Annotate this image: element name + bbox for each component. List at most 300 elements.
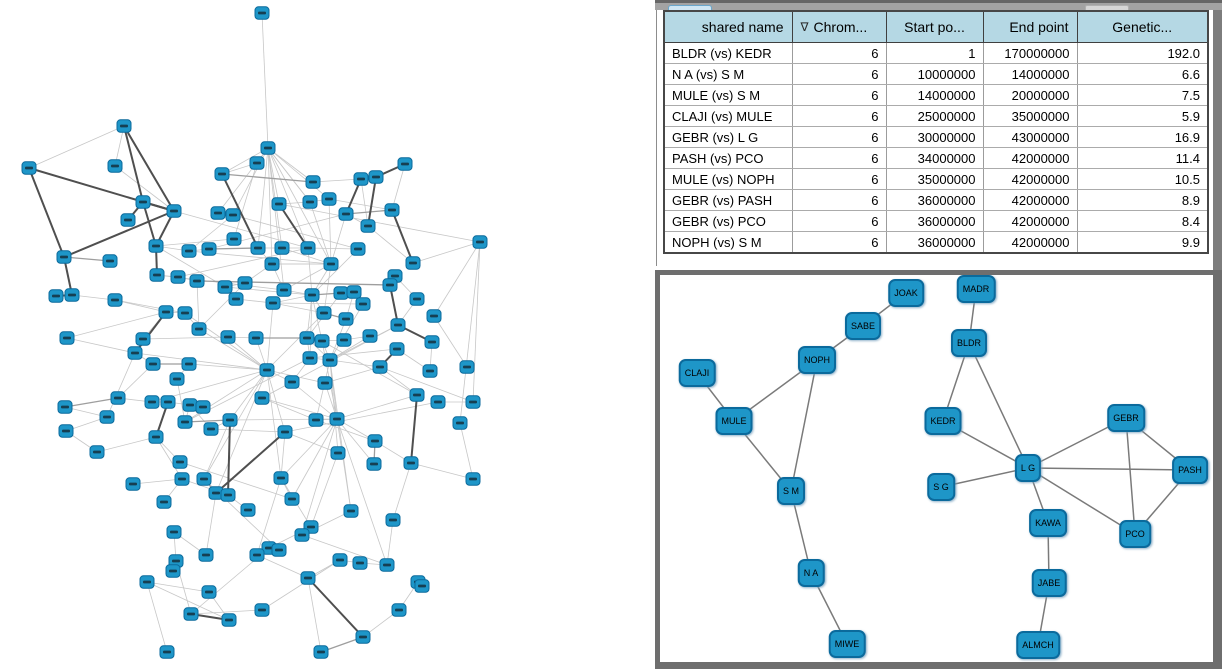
- subnetwork-node-kawa[interactable]: [1029, 509, 1067, 537]
- node-label-smudge: [430, 315, 438, 318]
- node-label-smudge: [120, 125, 128, 128]
- node-label-smudge: [152, 436, 160, 439]
- network-edge[interactable]: [308, 578, 363, 637]
- toolbar-strip: [655, 0, 1222, 10]
- node-label-smudge: [434, 401, 442, 404]
- subnetwork-node-label: S G: [933, 482, 949, 492]
- table-cell[interactable]: 6: [792, 169, 886, 190]
- subnetwork-node-noph[interactable]: [798, 346, 836, 374]
- node-label-smudge: [342, 318, 350, 321]
- panel-divider: [656, 10, 657, 266]
- network-edge[interactable]: [392, 164, 405, 210]
- table-cell[interactable]: 8.9: [1077, 190, 1208, 211]
- subnetwork-node-label: SABE: [850, 321, 876, 331]
- table-cell[interactable]: 42000000: [983, 190, 1077, 211]
- node-label-smudge: [202, 554, 210, 557]
- node-label-smudge: [407, 462, 415, 465]
- node-label-smudge: [129, 483, 137, 486]
- node-label-smudge: [389, 519, 397, 522]
- subnetwork-node-label: JOAK: [894, 288, 918, 298]
- node-label-smudge: [163, 651, 171, 654]
- node-label-smudge: [185, 363, 193, 366]
- table-cell[interactable]: 30000000: [886, 127, 983, 148]
- subnetwork-node-s-g[interactable]: [927, 473, 955, 501]
- node-label-smudge: [326, 359, 334, 362]
- subnetwork-edge[interactable]: [791, 360, 817, 491]
- node-label-smudge: [366, 335, 374, 338]
- network-edge[interactable]: [115, 300, 185, 313]
- table-cell[interactable]: 11.4: [1077, 148, 1208, 169]
- network-edge[interactable]: [310, 202, 331, 264]
- table-cell[interactable]: N A (vs) S M: [664, 64, 792, 85]
- node-label-smudge: [386, 284, 394, 287]
- table-cell[interactable]: 1: [886, 43, 983, 64]
- subnetwork-edge[interactable]: [969, 343, 1028, 468]
- table-cell[interactable]: 192.0: [1077, 43, 1208, 64]
- node-label-smudge: [212, 492, 220, 495]
- node-label-smudge: [173, 378, 181, 381]
- table-cell[interactable]: 16.9: [1077, 127, 1208, 148]
- network-edge[interactable]: [65, 398, 118, 407]
- node-label-smudge: [193, 280, 201, 283]
- table-cell[interactable]: 170000000: [983, 43, 1077, 64]
- node-label-smudge: [336, 559, 344, 562]
- network-edge[interactable]: [67, 312, 166, 338]
- network-edge[interactable]: [460, 423, 473, 479]
- column-header-shared-name[interactable]: [664, 11, 792, 43]
- node-label-smudge: [263, 369, 271, 372]
- node-label-smudge: [169, 570, 177, 573]
- table-cell[interactable]: 36000000: [886, 190, 983, 211]
- node-label-smudge: [131, 352, 139, 355]
- node-label-smudge: [187, 613, 195, 616]
- edge-table-panel: [663, 10, 1209, 254]
- node-label-smudge: [185, 250, 193, 253]
- network-edge[interactable]: [316, 420, 375, 441]
- network-edge[interactable]: [329, 199, 331, 264]
- table-cell[interactable]: 6: [792, 127, 886, 148]
- node-label-smudge: [25, 167, 33, 170]
- node-label-smudge: [370, 463, 378, 466]
- node-label-smudge: [428, 341, 436, 344]
- node-label-smudge: [391, 275, 399, 278]
- network-edge[interactable]: [267, 303, 273, 370]
- subnetwork-node-l-g[interactable]: [1015, 454, 1041, 482]
- network-edge[interactable]: [206, 493, 216, 555]
- node-label-smudge: [321, 382, 329, 385]
- network-edge[interactable]: [311, 453, 338, 527]
- subnetwork-node-label: CLAJI: [684, 368, 710, 378]
- table-cell[interactable]: 35000000: [983, 106, 1077, 127]
- node-label-smudge: [409, 262, 417, 265]
- node-label-smudge: [207, 428, 215, 431]
- subnetwork-node-label: L G: [1020, 463, 1036, 473]
- column-header-genetic---[interactable]: [1077, 11, 1208, 43]
- table-cell[interactable]: 42000000: [983, 169, 1077, 190]
- network-edge[interactable]: [281, 432, 285, 478]
- subnetwork-node-pash[interactable]: [1172, 456, 1208, 484]
- table-cell[interactable]: GEBR (vs) PCO: [664, 211, 792, 232]
- node-label-smudge: [258, 397, 266, 400]
- node-label-smudge: [304, 577, 312, 580]
- subnetwork-panel-frame: [655, 270, 1222, 669]
- network-edge[interactable]: [147, 582, 167, 652]
- node-label-smudge: [181, 421, 189, 424]
- network-edge[interactable]: [29, 168, 64, 257]
- network-edge[interactable]: [331, 214, 346, 264]
- node-label-smudge: [62, 430, 70, 433]
- table-cell[interactable]: 6: [792, 232, 886, 254]
- node-label-smudge: [413, 298, 421, 301]
- node-label-smudge: [148, 401, 156, 404]
- node-label-smudge: [63, 337, 71, 340]
- node-label-smudge: [401, 163, 409, 166]
- node-label-smudge: [309, 181, 317, 184]
- table-cell[interactable]: 8.4: [1077, 211, 1208, 232]
- node-label-smudge: [52, 295, 60, 298]
- table-row[interactable]: [664, 43, 1208, 64]
- node-label-smudge: [224, 494, 232, 497]
- subnetwork-node-label: MADR: [962, 284, 990, 294]
- table-cell[interactable]: 6: [792, 211, 886, 232]
- subnetwork-node-pco[interactable]: [1119, 520, 1151, 548]
- network-edge[interactable]: [329, 199, 392, 210]
- node-label-smudge: [337, 292, 345, 295]
- network-edge[interactable]: [234, 163, 257, 239]
- subnetwork-node-label: BLDR: [956, 338, 982, 348]
- node-label-smudge: [298, 534, 306, 537]
- network-edge[interactable]: [411, 463, 473, 479]
- node-label-smudge: [232, 298, 240, 301]
- network-edge[interactable]: [97, 437, 156, 452]
- node-label-smudge: [308, 294, 316, 297]
- node-label-smudge: [221, 286, 229, 289]
- table-cell[interactable]: 20000000: [983, 85, 1077, 106]
- node-label-smudge: [258, 12, 266, 15]
- node-label-smudge: [252, 337, 260, 340]
- subnetwork-node-label: KEDR: [930, 416, 956, 426]
- node-label-smudge: [254, 247, 262, 250]
- node-label-smudge: [393, 348, 401, 351]
- column-header-end-point[interactable]: [983, 11, 1077, 43]
- node-label-smudge: [354, 248, 362, 251]
- node-label-smudge: [372, 176, 380, 179]
- network-edge[interactable]: [262, 398, 316, 420]
- node-label-smudge: [241, 282, 249, 285]
- table-row[interactable]: [664, 169, 1208, 190]
- node-label-smudge: [456, 422, 464, 425]
- filter-icon[interactable]: ∇: [800, 20, 809, 34]
- subnetwork-node-label: N A: [803, 568, 819, 578]
- node-label-smudge: [181, 312, 189, 315]
- node-label-smudge: [225, 619, 233, 622]
- node-label-smudge: [111, 299, 119, 302]
- table-header-row: [664, 11, 1208, 43]
- node-label-smudge: [333, 418, 341, 421]
- table-cell[interactable]: 42000000: [983, 232, 1077, 254]
- network-edge[interactable]: [216, 370, 267, 493]
- node-label-smudge: [244, 509, 252, 512]
- subnetwork-node-label: KAWA: [1035, 518, 1061, 528]
- node-label-smudge: [269, 302, 277, 305]
- node-label-smudge: [143, 581, 151, 584]
- network-edge[interactable]: [473, 242, 480, 402]
- node-label-smudge: [312, 419, 320, 422]
- table-cell[interactable]: 42000000: [983, 211, 1077, 232]
- table-cell[interactable]: 6.6: [1077, 64, 1208, 85]
- table-cell[interactable]: 34000000: [886, 148, 983, 169]
- node-label-smudge: [325, 198, 333, 201]
- network-edge[interactable]: [262, 560, 340, 610]
- table-cell[interactable]: 6: [792, 64, 886, 85]
- node-label-smudge: [371, 440, 379, 443]
- table-cell[interactable]: 10.5: [1077, 169, 1208, 190]
- subnetwork-node-bldr[interactable]: [951, 329, 987, 357]
- subnetwork-node-claji[interactable]: [679, 359, 716, 387]
- node-label-smudge: [253, 162, 261, 165]
- node-label-smudge: [178, 478, 186, 481]
- node-label-smudge: [304, 247, 312, 250]
- node-label-smudge: [418, 585, 426, 588]
- column-header-label: Genetic...: [1112, 19, 1173, 35]
- subnetwork-node-label: GEBR: [1113, 413, 1139, 423]
- network-edge[interactable]: [413, 242, 480, 263]
- table-cell[interactable]: NOPH (vs) S M: [664, 232, 792, 254]
- node-label-smudge: [275, 203, 283, 206]
- table-row[interactable]: [664, 106, 1208, 127]
- table-cell[interactable]: 14000000: [983, 64, 1077, 85]
- network-edge[interactable]: [308, 248, 312, 295]
- network-edge[interactable]: [228, 420, 230, 495]
- node-label-smudge: [306, 201, 314, 204]
- subnetwork-node-s-m[interactable]: [777, 477, 805, 505]
- node-label-smudge: [288, 498, 296, 501]
- table-cell[interactable]: 42000000: [983, 148, 1077, 169]
- table-cell[interactable]: 6: [792, 148, 886, 169]
- network-edge[interactable]: [222, 174, 313, 182]
- table-cell[interactable]: 35000000: [886, 169, 983, 190]
- node-label-smudge: [139, 338, 147, 341]
- node-label-smudge: [139, 201, 147, 204]
- table-cell[interactable]: 6: [792, 106, 886, 127]
- subnetwork-node-label: S M: [782, 486, 800, 496]
- table-cell[interactable]: 43000000: [983, 127, 1077, 148]
- table-cell[interactable]: 5.9: [1077, 106, 1208, 127]
- table-cell[interactable]: 14000000: [886, 85, 983, 106]
- subnetwork-node-label: NOPH: [803, 355, 831, 365]
- network-edge[interactable]: [147, 582, 209, 592]
- subnetwork-node-kedr[interactable]: [924, 407, 961, 435]
- network-edge[interactable]: [411, 395, 417, 463]
- network-edge[interactable]: [273, 303, 363, 304]
- node-label-smudge: [327, 263, 335, 266]
- network-edge[interactable]: [268, 148, 329, 199]
- network-edge[interactable]: [330, 360, 351, 511]
- subnetwork-node-sabe[interactable]: [845, 312, 881, 340]
- subnetwork-node-label: PASH: [1178, 465, 1202, 475]
- node-label-smudge: [195, 328, 203, 331]
- table-cell[interactable]: 10000000: [886, 64, 983, 85]
- node-label-smudge: [226, 419, 234, 422]
- node-label-smudge: [317, 651, 325, 654]
- network-edge[interactable]: [107, 353, 135, 417]
- column-header-start-po---[interactable]: [886, 11, 983, 43]
- subnetwork-node-mule[interactable]: [715, 407, 752, 435]
- network-edge[interactable]: [267, 370, 281, 478]
- table-cell[interactable]: 9.9: [1077, 232, 1208, 254]
- node-label-smudge: [205, 248, 213, 251]
- node-label-smudge: [153, 274, 161, 277]
- node-label-smudge: [205, 591, 213, 594]
- table-cell[interactable]: CLAJI (vs) MULE: [664, 106, 792, 127]
- network-edge[interactable]: [273, 303, 324, 313]
- subnetwork-canvas[interactable]: [660, 275, 1213, 662]
- node-label-smudge: [160, 501, 168, 504]
- node-label-smudge: [172, 560, 180, 563]
- node-label-smudge: [359, 636, 367, 639]
- node-label-smudge: [340, 339, 348, 342]
- column-header-label: End point: [1009, 19, 1069, 35]
- node-label-smudge: [357, 178, 365, 181]
- node-label-smudge: [111, 165, 119, 168]
- node-label-smudge: [275, 549, 283, 552]
- node-label-smudge: [342, 213, 350, 216]
- node-label-smudge: [364, 225, 372, 228]
- table-cell[interactable]: 36000000: [886, 211, 983, 232]
- network-edge[interactable]: [67, 338, 135, 353]
- table-cell[interactable]: GEBR (vs) L G: [664, 127, 792, 148]
- table-row[interactable]: [664, 190, 1208, 211]
- node-label-smudge: [278, 247, 286, 250]
- column-header-chrom---[interactable]: [792, 11, 886, 43]
- node-label-smudge: [253, 554, 261, 557]
- node-label-smudge: [347, 510, 355, 513]
- node-label-smudge: [93, 451, 101, 454]
- column-header-label: Chrom...: [813, 19, 868, 35]
- network-edge[interactable]: [361, 179, 368, 226]
- node-label-smudge: [359, 303, 367, 306]
- node-label-smudge: [356, 562, 364, 565]
- subnetwork-node-jabe[interactable]: [1032, 569, 1067, 597]
- node-label-smudge: [124, 219, 132, 222]
- node-label-smudge: [114, 397, 122, 400]
- table-cell[interactable]: GEBR (vs) PASH: [664, 190, 792, 211]
- table-body: [664, 43, 1208, 254]
- node-label-smudge: [388, 209, 396, 212]
- subnetwork-node-gebr[interactable]: [1107, 404, 1145, 432]
- node-label-smudge: [281, 431, 289, 434]
- node-label-smudge: [199, 406, 207, 409]
- node-label-smudge: [224, 336, 232, 339]
- node-label-smudge: [303, 337, 311, 340]
- subnetwork-node-label: MULE: [721, 416, 747, 426]
- node-label-smudge: [170, 531, 178, 534]
- node-label-smudge: [230, 238, 238, 241]
- network-edge[interactable]: [368, 177, 376, 226]
- node-label-smudge: [162, 311, 170, 314]
- table-cell[interactable]: 7.5: [1077, 85, 1208, 106]
- table-cell[interactable]: 6: [792, 85, 886, 106]
- network-edge[interactable]: [392, 210, 413, 263]
- table-row[interactable]: [664, 85, 1208, 106]
- node-label-smudge: [103, 416, 111, 419]
- node-label-smudge: [264, 147, 272, 150]
- node-label-smudge: [307, 526, 315, 529]
- node-label-smudge: [413, 394, 421, 397]
- subnetwork-edge[interactable]: [1126, 418, 1135, 534]
- subnetwork-node-almch[interactable]: [1016, 631, 1060, 659]
- column-header-label: shared name: [701, 19, 784, 35]
- node-label-smudge: [320, 312, 328, 315]
- network-edge[interactable]: [211, 429, 285, 432]
- node-label-smudge: [383, 564, 391, 567]
- node-label-smudge: [376, 366, 384, 369]
- node-label-smudge: [176, 461, 184, 464]
- network-edge[interactable]: [324, 264, 331, 313]
- subnetwork-node-miwe[interactable]: [829, 630, 866, 658]
- node-label-smudge: [152, 245, 160, 248]
- node-label-smudge: [395, 609, 403, 612]
- node-label-smudge: [174, 276, 182, 279]
- node-label-smudge: [268, 263, 276, 266]
- network-edge[interactable]: [393, 463, 411, 520]
- node-label-smudge: [60, 256, 68, 259]
- node-label-smudge: [61, 406, 69, 409]
- table-cell[interactable]: PASH (vs) PCO: [664, 148, 792, 169]
- node-label-smudge: [68, 294, 76, 297]
- network-edge[interactable]: [124, 126, 143, 202]
- node-label-smudge: [463, 366, 471, 369]
- network-edge[interactable]: [262, 13, 268, 148]
- table-cell[interactable]: MULE (vs) S M: [664, 85, 792, 106]
- node-label-smudge: [469, 401, 477, 404]
- table-cell[interactable]: 36000000: [886, 232, 983, 254]
- node-label-smudge: [318, 340, 326, 343]
- subnetwork-node-n-a[interactable]: [798, 559, 825, 587]
- node-label-smudge: [214, 212, 222, 215]
- subnetwork-node-label: MIWE: [834, 639, 860, 649]
- subnetwork-node-label: JABE: [1037, 578, 1061, 588]
- node-label-smudge: [258, 609, 266, 612]
- network-edge[interactable]: [302, 419, 337, 535]
- network-edge[interactable]: [337, 395, 417, 419]
- node-label-smudge: [277, 477, 285, 480]
- node-label-smudge: [476, 241, 484, 244]
- node-label-smudge: [164, 401, 172, 404]
- node-label-smudge: [229, 214, 237, 217]
- table-cell[interactable]: 6: [792, 190, 886, 211]
- network-edge[interactable]: [257, 555, 308, 578]
- node-label-smudge: [306, 357, 314, 360]
- table-cell[interactable]: 6: [792, 43, 886, 64]
- table-row[interactable]: [664, 127, 1208, 148]
- node-label-smudge: [280, 289, 288, 292]
- node-label-smudge: [288, 381, 296, 384]
- node-label-smudge: [469, 478, 477, 481]
- subnetwork-node-madr[interactable]: [957, 275, 996, 303]
- node-label-smudge: [149, 363, 157, 366]
- table-cell[interactable]: 25000000: [886, 106, 983, 127]
- table-row[interactable]: [664, 148, 1208, 169]
- edge-attribute-table: [663, 10, 1209, 254]
- table-cell[interactable]: BLDR (vs) KEDR: [664, 43, 792, 64]
- table-cell[interactable]: MULE (vs) NOPH: [664, 169, 792, 190]
- table-row[interactable]: [664, 64, 1208, 85]
- table-row[interactable]: [664, 211, 1208, 232]
- subnetwork-node-joak[interactable]: [888, 279, 924, 307]
- table-row[interactable]: [664, 232, 1208, 254]
- subnetwork-edge[interactable]: [1028, 468, 1190, 470]
